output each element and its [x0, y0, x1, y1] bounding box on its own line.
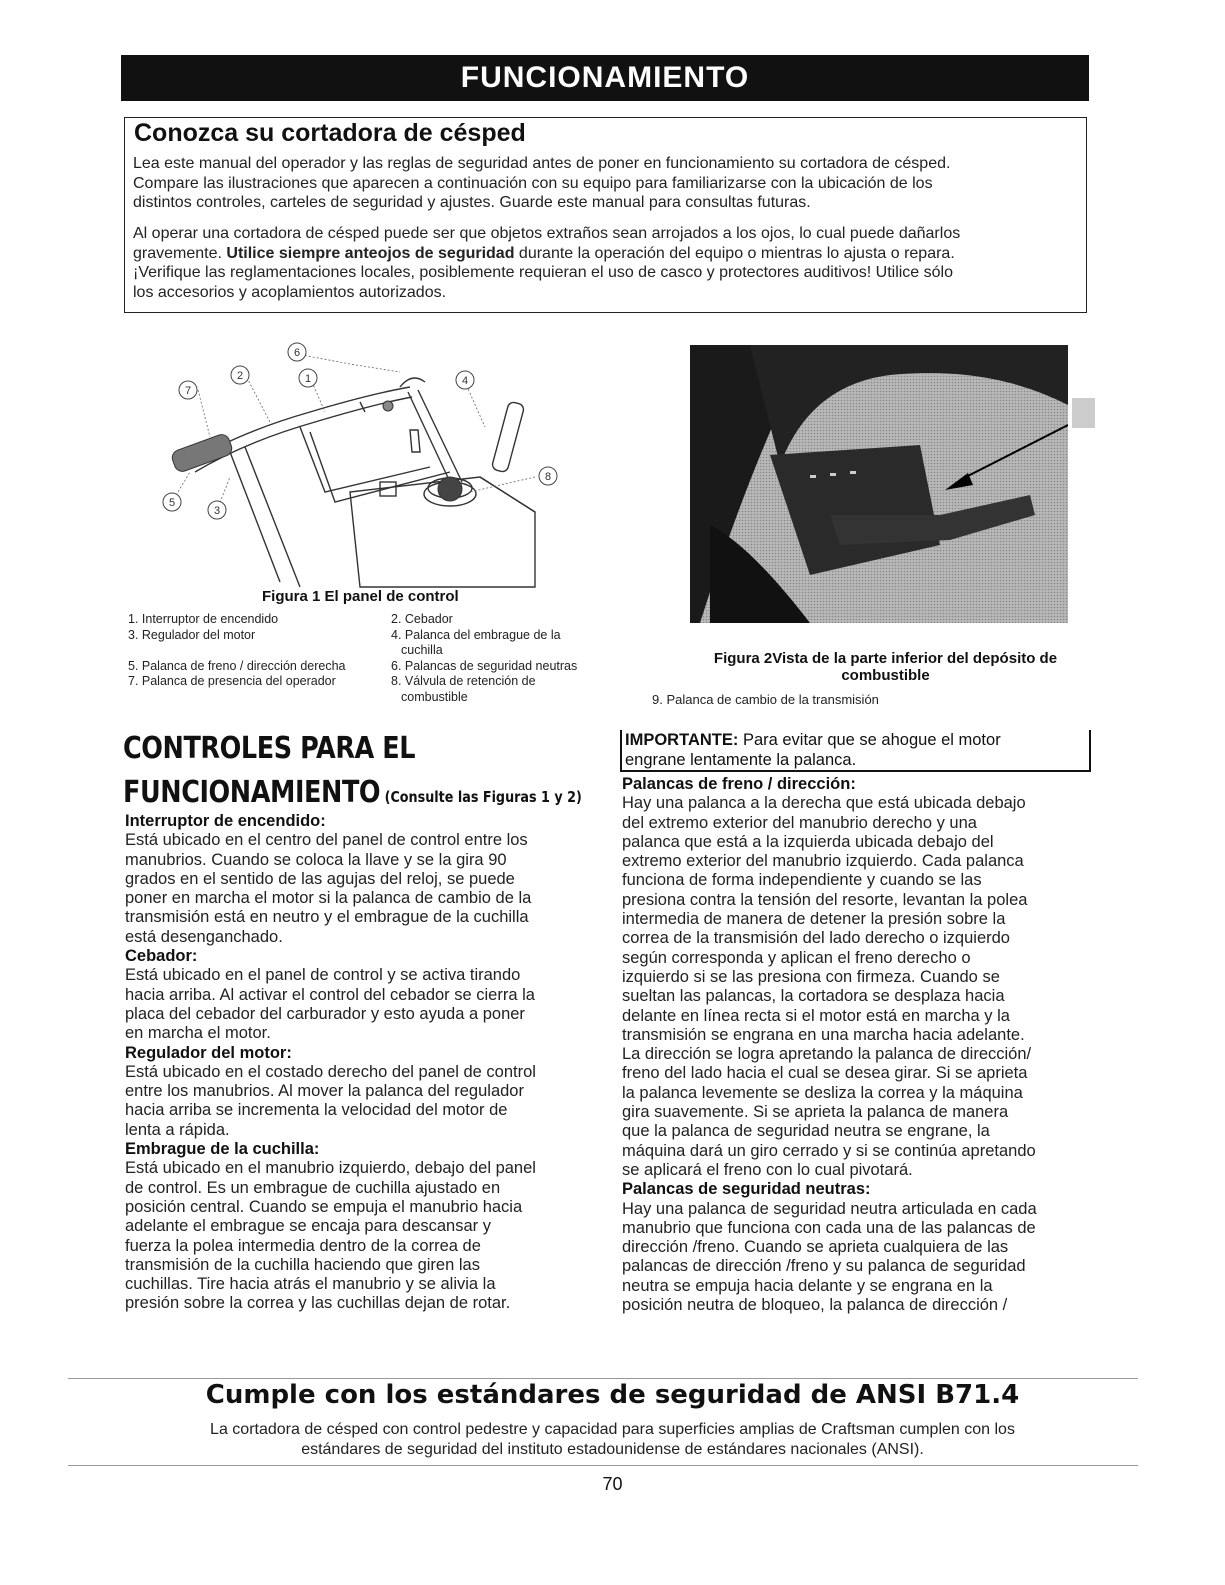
text-line: hacia arriba se incrementa la velocidad del motor de	[125, 1101, 508, 1120]
figure-2-legend: 9. Palanca de cambio de la transmisión	[652, 692, 879, 707]
throttle-heading: Regulador del motor:	[125, 1043, 292, 1062]
legend-item: 1. Interruptor de encendido	[128, 612, 279, 626]
text-run: Para evitar que se ahogue el motor	[738, 731, 1001, 749]
callout-label: 2	[236, 370, 244, 382]
text-line: cuchillas. Tire hacia atrás el manubrio y se alivia la	[125, 1275, 496, 1294]
controls-heading	[123, 727, 582, 819]
divider-bottom	[68, 1465, 1138, 1466]
text-line: poner en marcha el motor si la palanca de cambio de la	[125, 889, 532, 908]
callout-label: 1	[304, 373, 312, 385]
figure-2-caption	[678, 650, 1093, 684]
safety-glasses-emphasis: Utilice siempre anteojos de seguridad	[226, 244, 515, 262]
brake-steering-heading: Palancas de freno / dirección:	[622, 775, 856, 793]
text-line: palanca que está a la izquierda ubicada debajo del	[622, 832, 994, 851]
legend-item: 7. Palanca de presencia del operador	[128, 674, 336, 688]
important-label: IMPORTANTE:	[625, 731, 739, 749]
text-line: La dirección se logra apretando la palanca de dirección/	[622, 1045, 1032, 1064]
text-line: posición neutra de bloqueo, la palanca de dirección /	[622, 1296, 1008, 1315]
figure-1-caption: Figura 1 El panel de control	[262, 588, 459, 605]
text-line: distintos controles, carteles de seguridad y ajustes. Guarde este manual para consultas futuras.	[133, 194, 811, 211]
text-line: adelante el embrague se encaja para descansar y	[125, 1217, 491, 1236]
text-line: del extremo exterior del manubrio derecho y una	[622, 813, 977, 832]
text-line: Está ubicado en el manubrio izquierdo, debajo del panel	[125, 1159, 536, 1178]
heading-line: CONTROLES PARA EL	[123, 731, 416, 766]
text-line: placa del cebador del carburador y esto ayuda a poner	[125, 1004, 525, 1023]
text-line: correa de la transmisión del lado derecho o izquierdo	[622, 929, 1010, 948]
text-line: freno del lado hacia el cual se desea girar. Si se aprieta	[622, 1064, 1028, 1083]
figure-2-fuel-tank-photo	[690, 345, 1068, 623]
text-line: según corresponda y aplican el freno derecho o	[622, 948, 971, 967]
text-line: manubrio que funciona con cada una de las palancas de	[622, 1218, 1036, 1237]
text-line: Al operar una cortadora de césped puede ser que objetos extraños sean arrojados a los ojos, lo cual puede dañarlos	[133, 225, 961, 242]
text-line: palancas de dirección /freno y su palanca de seguridad	[622, 1257, 1026, 1276]
text-line: dirección /freno. Cuando se aprieta cualquiera de las	[622, 1238, 1009, 1257]
text-line: entre los manubrios. Al mover la palanca del regulador	[125, 1082, 524, 1101]
legend-item: combustible	[401, 689, 468, 704]
callout-label: 3	[213, 505, 221, 517]
ansi-heading: Cumple con los estándares de seguridad de ANSI B71.4	[205, 1380, 1020, 1410]
text-line: Hay una palanca a la derecha que está ubicada debajo	[622, 794, 1026, 813]
intro-title: Conozca su cortadora de césped	[134, 119, 526, 147]
text-line: la palanca levemente se desliza la correa y la máquina	[622, 1083, 1023, 1102]
text-line: Hay una palanca de seguridad neutra articulada en cada	[622, 1199, 1037, 1218]
text-line: manubrios. Cuando se coloca la llave y se la gira 90	[125, 850, 507, 869]
callout-label: 5	[168, 497, 176, 509]
figure-1-control-panel-drawing	[150, 342, 570, 594]
caption-line: combustible	[841, 667, 930, 684]
text-line: intermedia de manera de detener la presión sobre la	[622, 910, 1006, 929]
important-notice	[625, 731, 1080, 770]
text-line: transmisión se engrana en una marcha hacia adelante.	[622, 1025, 1025, 1044]
text-line: que la palanca de seguridad neutra se engrane, la	[622, 1122, 990, 1141]
legend-item: cuchilla	[401, 643, 443, 657]
legend-item: 3. Regulador del motor	[128, 627, 256, 642]
ansi-statement	[120, 1420, 1105, 1460]
section-banner: FUNCIONAMIENTO	[121, 55, 1089, 101]
callout-label: 6	[293, 347, 301, 359]
text-line: estándares de seguridad del instituto estadounidense de estándares nacionales (ANSI).	[301, 1441, 924, 1458]
text-line: presión sobre la correa y las cuchillas dejan de rotar.	[125, 1294, 511, 1313]
figure-1-legend-left	[128, 612, 346, 690]
legend-item: 8. Válvula de retención de	[391, 674, 536, 688]
text-line: Compare las ilustraciones que aparecen a continuación con su equipo para familiarizarse con la ubicación de los	[133, 174, 933, 192]
callout-label: 4	[461, 375, 469, 387]
text-line: en marcha el motor.	[125, 1024, 271, 1043]
divider-top	[68, 1378, 1138, 1379]
heading-figure-reference: (Consulte las Figuras 1 y 2)	[380, 788, 582, 806]
text-line: hacia arriba. Al activar el control del cebador se cierra la	[125, 985, 535, 1004]
text-run: gravemente.	[133, 244, 227, 262]
text-line: Está ubicado en el costado derecho del panel de control	[125, 1062, 536, 1081]
right-column	[622, 775, 1092, 1315]
text-line: Está ubicado en el panel de control y se activa tirando	[125, 966, 521, 985]
text-line: extremo exterior del manubrio izquierdo. Cada palanca	[622, 852, 1024, 871]
text-line: posición central. Cuando se empuja el manubrio hacia	[125, 1197, 523, 1216]
caption-line: Figura 2Vista de la parte inferior del depósito de	[713, 650, 1058, 667]
page-number: 70	[602, 1474, 623, 1494]
text-line	[133, 244, 1083, 264]
text-line: La cortadora de césped con control pedestre y capacidad para superficies amplias de Craftsman cumplen con los	[210, 1421, 1015, 1438]
intro-paragraph-2	[133, 224, 1083, 302]
callout-label: 7	[184, 385, 192, 397]
controls-column	[125, 812, 595, 1314]
callout-label: 8	[544, 471, 552, 483]
legend-item: 2. Cebador	[391, 612, 453, 626]
figure-1-legend-right	[391, 612, 577, 705]
text-line: transmisión de la cuchilla haciendo que giren las	[125, 1255, 480, 1274]
text-line: ¡Verifique las reglamentaciones locales, posiblemente requieran el uso de casco y protectores auditivos! Utilice sólo	[133, 264, 953, 281]
neutral-safety-heading: Palancas de seguridad neutras:	[622, 1180, 871, 1199]
blade-clutch-heading: Embrague de la cuchilla:	[125, 1140, 320, 1159]
legend-item: 4. Palanca del embrague de la	[391, 627, 561, 642]
text-line: está desenganchado.	[125, 927, 283, 946]
text-run: durante la operación del equipo o mientras lo ajusta o repara.	[514, 244, 955, 262]
legend-item: 5. Palanca de freno / dirección derecha	[128, 658, 346, 673]
text-line: gira suavemente. Si se aprieta la palanca de manera	[622, 1103, 1009, 1122]
text-line: sueltan las palancas, la cortadora se desplaza hacia	[622, 987, 1005, 1006]
text-line: delante en línea recta si el motor está en marcha y la	[622, 1006, 1010, 1025]
text-line: transmisión está en neutro y el embrague de la cuchilla	[125, 908, 529, 927]
ignition-switch-heading: Interruptor de encendido:	[125, 812, 326, 830]
intro-paragraph-1	[133, 154, 1083, 213]
text-line: lenta a rápida.	[125, 1120, 230, 1139]
heading-line: FUNCIONAMIENTO	[123, 775, 381, 810]
text-line: los accesorios y acoplamientos autorizados.	[133, 283, 447, 301]
text-line: izquierdo si se las presiona con firmeza. Cuando se	[622, 967, 1000, 986]
text-line: de control. Es un embrague de cuchilla ajustado en	[125, 1178, 501, 1197]
text-line: grados en el sentido de las agujas del reloj, se puede	[125, 869, 515, 888]
legend-item: 6. Palancas de seguridad neutras	[391, 658, 578, 673]
text-line: engrane lentamente la palanca.	[625, 750, 857, 769]
text-line: se aplicará el freno con lo cual pivotará.	[622, 1160, 913, 1179]
text-line: fuerza la polea intermedia dentro de la correa de	[125, 1236, 481, 1255]
text-line: máquina dará un giro cerrado y si se continúa apretando	[622, 1141, 1036, 1160]
choke-heading: Cebador:	[125, 947, 198, 966]
text-line: Está ubicado en el centro del panel de control entre los	[125, 831, 528, 850]
text-line: presiona contra la tensión del resorte, levantan la polea	[622, 890, 1028, 909]
text-line: Lea este manual del operador y las reglas de seguridad antes de poner en funcionamiento su cortadora de césped.	[133, 155, 951, 172]
text-line: funciona de forma independiente y cuando se las	[622, 871, 982, 890]
page-edge-marker	[1072, 398, 1095, 428]
text-line: neutra se empuja hacia delante y se engrana en la	[622, 1276, 993, 1295]
